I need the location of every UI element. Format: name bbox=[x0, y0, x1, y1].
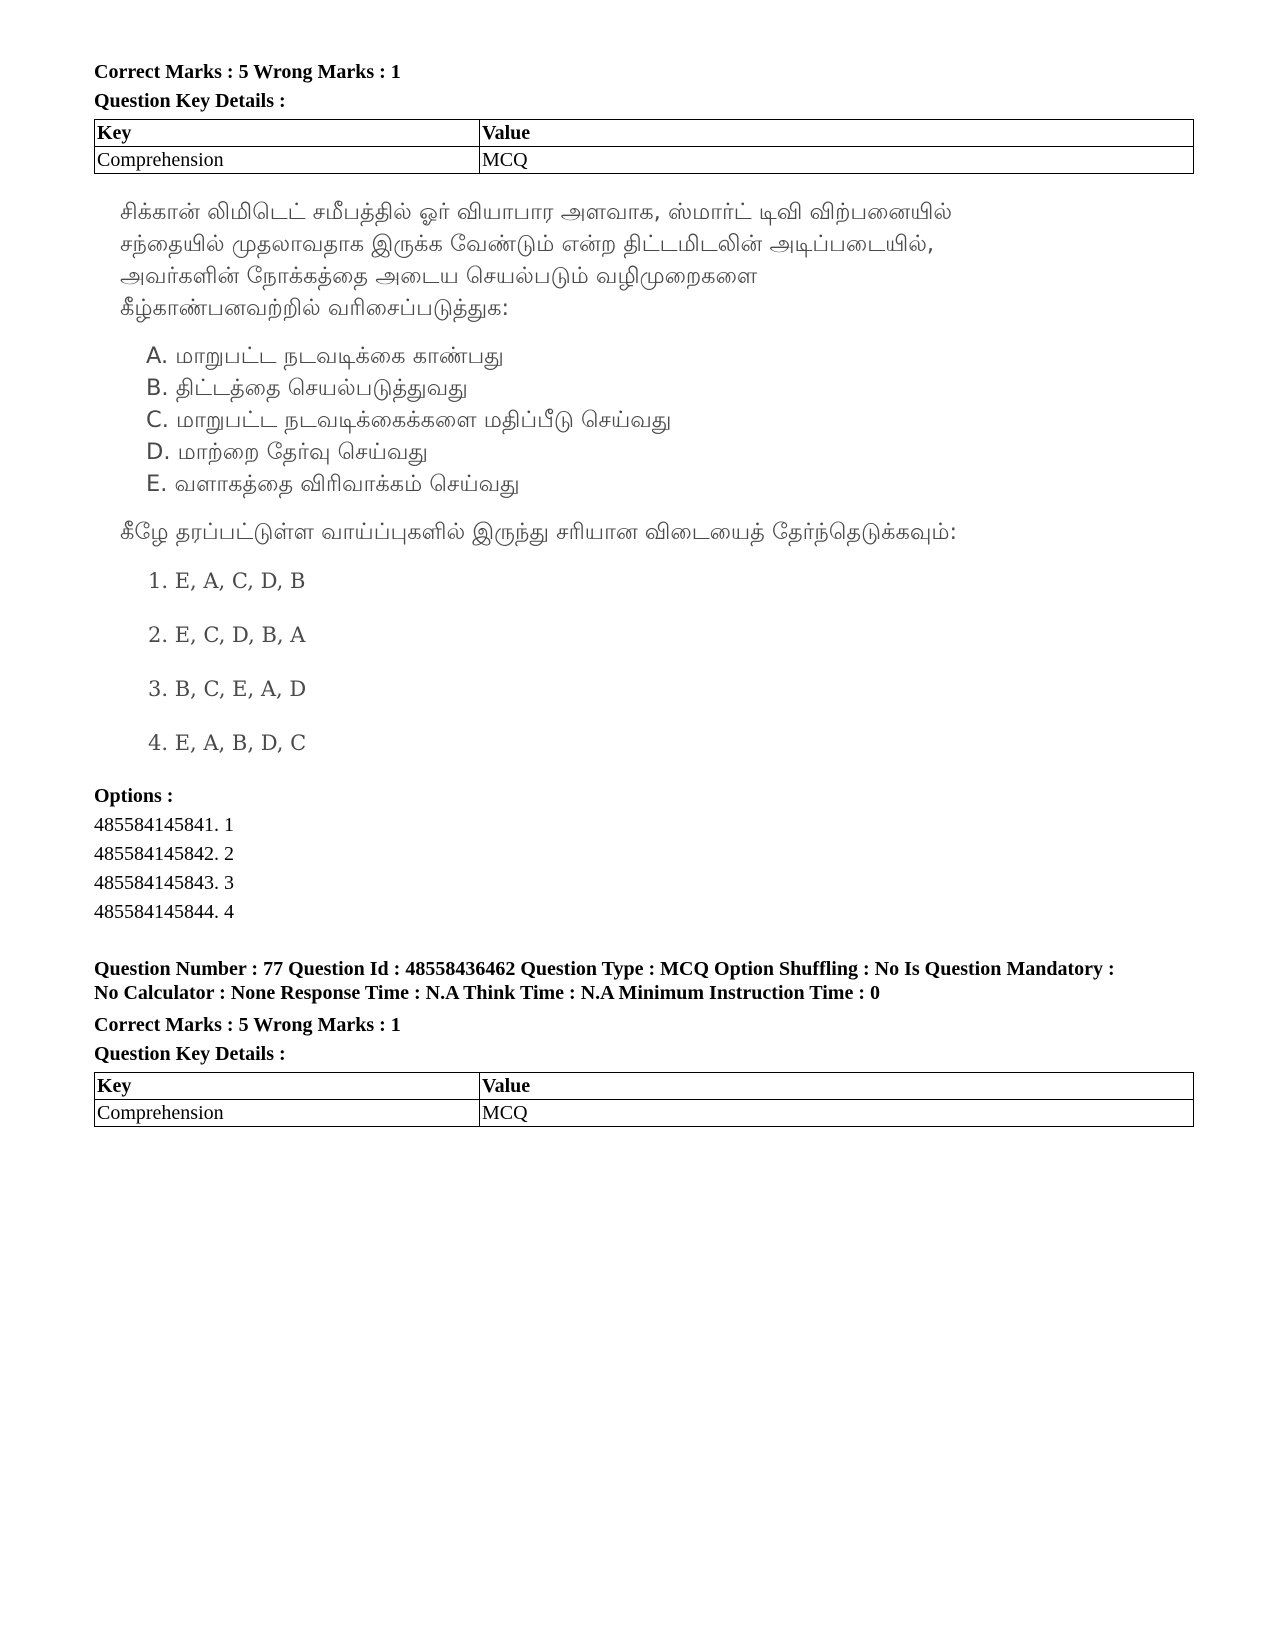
statement-item: B. திட்டத்தை செயல்படுத்துவது bbox=[146, 375, 468, 401]
cell-key: Comprehension bbox=[95, 147, 480, 174]
header-value: Value bbox=[480, 120, 1194, 147]
key-details-table bbox=[94, 119, 1194, 174]
question-image bbox=[120, 196, 1180, 758]
key-details-table bbox=[94, 1072, 1194, 1127]
cell-value: MCQ bbox=[480, 1100, 1194, 1127]
question-paragraph-line: சந்தையில் முதலாவதாக இருக்க வேண்டும் என்ற திட்டமிடலின் அடிப்படையில், bbox=[120, 231, 935, 257]
table-header-row bbox=[95, 1073, 1194, 1100]
question-paragraph-line: அவர்களின் நோக்கத்தை அடைய செயல்படும் வழிமுறைகளை bbox=[120, 263, 758, 289]
marks-line: Correct Marks : 5 Wrong Marks : 1 bbox=[94, 61, 401, 83]
question-meta-line: Question Number : 77 Question Id : 48558436462 Question Type : MCQ Option Shuffling : No Is Question Mandatory : bbox=[94, 958, 1115, 980]
question-meta-line: No Calculator : None Response Time : N.A Think Time : N.A Minimum Instruction Time : 0 bbox=[94, 982, 880, 1004]
option-item: 485584145842. 2 bbox=[94, 843, 234, 865]
marks-line: Correct Marks : 5 Wrong Marks : 1 bbox=[94, 1014, 401, 1036]
statement-item: C. மாறுபட்ட நடவடிக்கைக்களை மதிப்பீடு செய்வது bbox=[146, 407, 672, 433]
choice-item: 4. E, A, B, D, C bbox=[148, 731, 307, 755]
table-row bbox=[95, 147, 1194, 174]
option-item: 485584145844. 4 bbox=[94, 901, 234, 923]
option-item: 485584145841. 1 bbox=[94, 814, 234, 836]
table-header-row bbox=[95, 120, 1194, 147]
header-value: Value bbox=[480, 1073, 1194, 1100]
question-meta bbox=[94, 957, 1194, 1005]
choice-item: 2. E, C, D, B, A bbox=[148, 623, 306, 647]
option-item: 485584145843. 3 bbox=[94, 872, 234, 894]
header-key: Key bbox=[95, 120, 480, 147]
choice-item: 3. B, C, E, A, D bbox=[148, 677, 307, 701]
cell-key: Comprehension bbox=[95, 1100, 480, 1127]
document-page bbox=[94, 58, 1194, 1127]
statement-item: D. மாற்றை தேர்வு செய்வது bbox=[146, 439, 428, 465]
question-paragraph-line: சிக்கான் லிமிடெட் சமீபத்தில் ஓர் வியாபார அளவாக, ஸ்மார்ட் டிவி விற்பனையில் bbox=[120, 199, 953, 225]
choice-item: 1. E, A, C, D, B bbox=[148, 569, 306, 593]
question-paragraph-line: கீழ்காண்பனவற்றில் வரிசைப்படுத்துக: bbox=[120, 295, 510, 321]
options-title: Options : bbox=[94, 785, 174, 807]
header-key: Key bbox=[95, 1073, 480, 1100]
statement-item: E. வளாகத்தை விரிவாக்கம் செய்வது bbox=[146, 471, 520, 497]
cell-value: MCQ bbox=[480, 147, 1194, 174]
choice-list bbox=[148, 566, 1180, 758]
statement-list bbox=[146, 340, 1180, 500]
table-row bbox=[95, 1100, 1194, 1127]
key-details-title: Question Key Details : bbox=[94, 90, 286, 112]
question-instruction: கீழே தரப்பட்டுள்ள வாய்ப்புகளில் இருந்து சரியான விடையைத் தேர்ந்தெடுக்கவும்: bbox=[120, 519, 958, 545]
key-details-title: Question Key Details : bbox=[94, 1043, 286, 1065]
statement-item: A. மாறுபட்ட நடவடிக்கை காண்பது bbox=[146, 343, 504, 369]
